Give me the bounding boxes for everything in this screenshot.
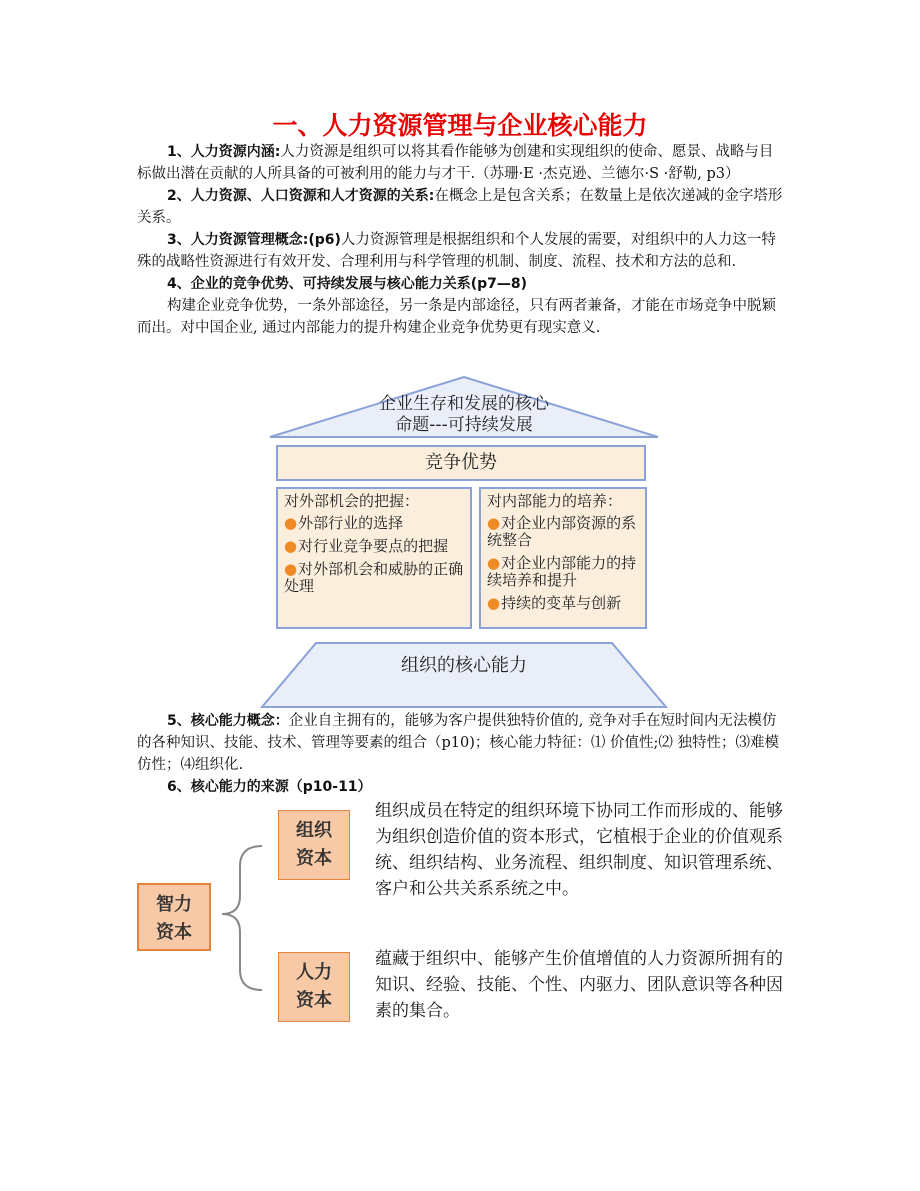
internal-item: ●持续的变革与创新 [487, 594, 622, 612]
bullet-icon: ● [487, 514, 501, 532]
intellectual-capital-box: 智力资本 [137, 883, 211, 951]
organizational-capital-description: 组织成员在特定的组织环境下协同工作而形成的、能够为组织创造价值的资本形式，它植根于企业的价值观系统、组织结构、业务流程、组织制度、知识管理系统、客户和公共关系系统之中。 [375, 801, 783, 899]
internal-pillar-title: 对内部能力的培养： [487, 492, 623, 510]
human-capital-box: 人力资本 [278, 952, 350, 1022]
external-pillar [276, 487, 472, 629]
external-item: ●对外部机会和威胁的正确处理 [284, 560, 464, 595]
section-4-body: 构建企业竞争优势，一条外部途径，另一条是内部途径，只有两者兼备，才能在市场竞争中脱颖而出。对中国企业, 通过内部能力的提升构建企业竞争优势更有现实意义. [137, 298, 776, 336]
sections-5-6 [137, 710, 785, 798]
competitive-advantage-beam: 竞争优势 [276, 445, 646, 481]
core-competence-house-diagram [260, 375, 668, 710]
human-capital-description: 蕴藏于组织中、能够产生价值增值的人力资源所拥有的知识、经验、技能、个性、内驱力、团队意识等各种因素的集合。 [375, 949, 783, 1021]
bullet-icon: ● [487, 594, 501, 612]
organizational-capital-box: 组织资本 [278, 810, 350, 880]
section-6-heading: 6、核心能力的来源（p10-11） [167, 779, 372, 795]
brace-line [222, 846, 262, 990]
external-pillar-title: 对外部机会的把握： [284, 492, 420, 510]
internal-pillar [479, 487, 647, 629]
section-3: 3、人力资源管理概念:(p6)人力资源管理是根据组织和个人发展的需要，对组织中的人力这一特殊的战略性资源进行有效开发、合理利用与科学管理的机制、制度、流程、技术和方法的总和. [137, 232, 776, 270]
bullet-icon: ● [284, 537, 298, 555]
section-2: 2、人力资源、人口资源和人才资源的关系:在概念上是包含关系；在数量上是依次递减的金字塔形关系。 [137, 188, 783, 226]
bullet-icon: ● [284, 514, 298, 532]
page-title: 一、人力资源管理与企业核心能力 [272, 111, 648, 140]
internal-item: ●对企业内部能力的持续培养和提升 [487, 554, 637, 589]
roof-label: 企业生存和发展的核心 命题---可持续发展 [379, 394, 549, 435]
section-4-heading: 4、企业的竞争优势、可持续发展与核心能力关系(p7—8) [167, 276, 528, 292]
section-5: 5、核心能力概念：企业自主拥有的，能够为客户提供独特价值的, 竞争对手在短时间内无法模仿的各种知识、技能、技术、管理等要素的组合（p10)；核心能力特征：⑴ 价值性;⑵ 独特性；⑶难模仿性；⑷组织化. [137, 713, 779, 773]
bullet-icon: ● [487, 554, 501, 572]
sections-1-4 [137, 141, 785, 339]
base-label: 组织的核心能力 [401, 655, 527, 676]
internal-item: ●对企业内部资源的系统整合 [487, 514, 637, 549]
bullet-icon: ● [284, 560, 298, 578]
external-item: ●对行业竞争要点的把握 [284, 537, 449, 555]
section-1: 1、人力资源内涵:人力资源是组织可以将其看作能够为创建和实现组织的使命、愿景、战略与目标做出潜在贡献的人所具备的可被利用的能力与才干.（苏珊·E ·杰克逊、兰德尔·S ·舒勒, p3） [137, 144, 774, 182]
external-item: ●外部行业的选择 [284, 514, 404, 532]
